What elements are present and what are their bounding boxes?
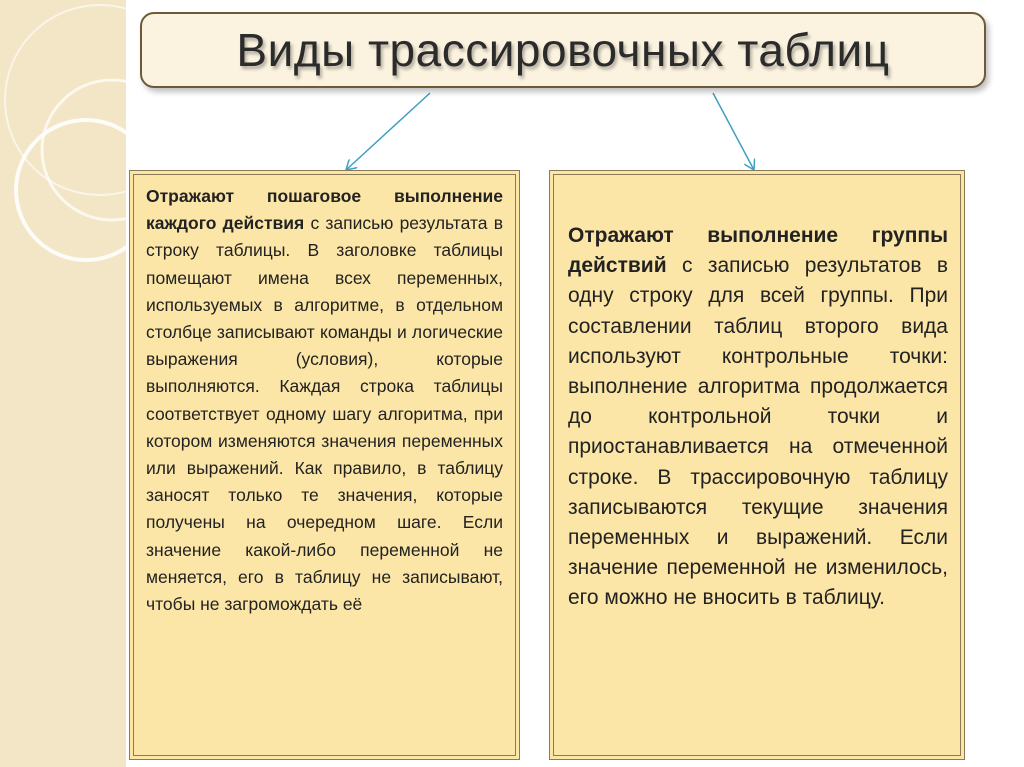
card-right-bold-lead: Отражают выполнение группы действий bbox=[568, 224, 948, 278]
card-right-text bbox=[568, 221, 948, 614]
page-title: Виды трассировочных таблиц bbox=[236, 24, 890, 76]
card-left-text bbox=[146, 183, 503, 618]
card-left-body: с записью результата в строку таблицы. В заголовке таблицы помещают имена всех переменных, используемых в алгоритме, в отдельном столбце записывают команды и логические выражения (условия), которые выполняются. Каждая строка таблицы соответствует одному шагу алгоритма, при котором изменяются значения переменных или выражений. Как правило, в таблицу заносят только те значения, которые получены на очередном шаге. Если значение какой-либо переменной не меняется, его в таблицу не записывают, чтобы не загромождать её bbox=[146, 213, 504, 615]
card-group-tracing bbox=[553, 174, 961, 756]
card-stepwise-tracing bbox=[133, 174, 516, 756]
arrow-to-left-card bbox=[346, 93, 430, 170]
title-box bbox=[140, 12, 986, 88]
card-left-bold-lead: Отражают пошаговое выполнение каждого действия bbox=[146, 186, 503, 234]
arrow-to-right-card bbox=[713, 93, 754, 170]
card-right-body: с записью результатов в одну строку для всей группы. При составлении таблиц второго вида используют контрольные точки: выполнение алгоритма продолжается до контрольной точки и приостанавливается на отмеченной строке. В трассировочную таблицу записываются текущие значения переменных и выражений. Если значение переменной не изменилось, его можно не вносить в таблицу. bbox=[568, 254, 948, 610]
